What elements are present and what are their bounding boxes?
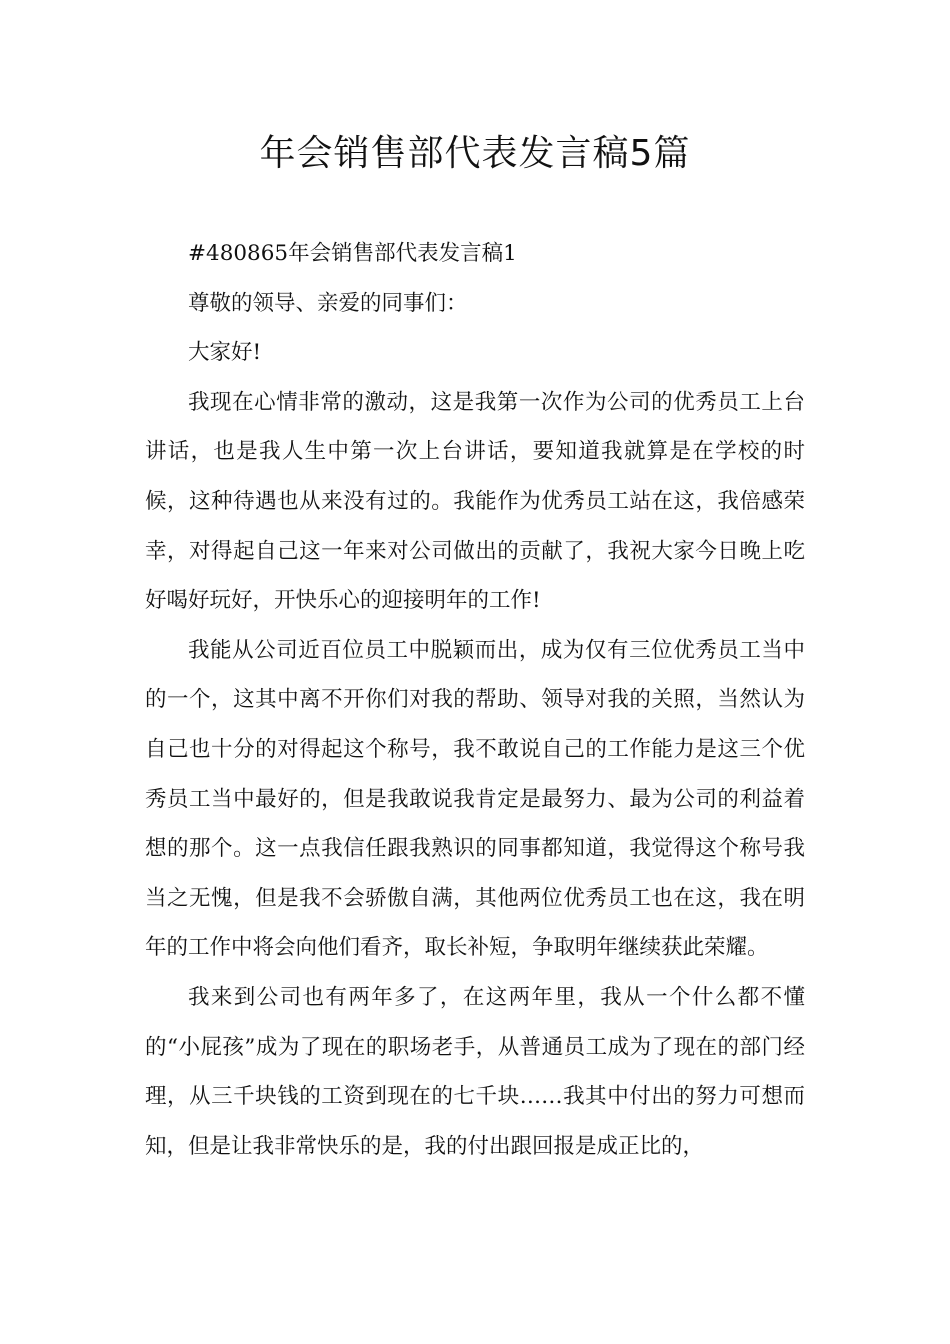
document-title: 年会销售部代表发言稿5篇	[259, 133, 691, 174]
paragraph-heading: #480865年会销售部代表发言稿1	[188, 241, 517, 266]
paragraph-salutation: 尊敬的领导、亲爱的同事们：	[188, 290, 468, 316]
paragraph-3: 我来到公司也有两年多了，在这两年里，我从一个什么都不懂的“小屁孩”成为了现在的职场老手，从普通员工成为了现在的部门经理，从三千块钱的工资到现在的七千块……我其中付出的努力可想而知，但是让我非常快乐的是，我的付出跟回报是成正比的，	[145, 984, 805, 1159]
paragraph-1: 我现在心情非常的激动，这是我第一次作为公司的优秀员工上台讲话，也是我人生中第一次上台讲话，要知道我就算是在学校的时候，这种待遇也从来没有过的。我能作为优秀员工站在这，我倍感荣幸，对得起自己这一年来对公司做出的贡献了，我祝大家今日晚上吃好喝好玩好，开快乐心的迎接明年的工作!	[145, 389, 805, 614]
paragraph-greeting: 大家好!	[188, 340, 262, 366]
paragraph-2: 我能从公司近百位员工中脱颖而出，成为仅有三位优秀员工当中的一个，这其中离不开你们对我的帮助、领导对我的关照，当然认为自己也十分的对得起这个称号，我不敢说自己的工作能力是这三个优秀员工当中最好的，但是我敢说我肯定是最努力、最为公司的利益着想的那个。这一点我信任跟我熟识的同事都知道，我觉得这个称号我当之无愧，但是我不会骄傲自满，其他两位优秀员工也在这，我在明年的工作中将会向他们看齐，取长补短，争取明年继续获此荣耀。	[145, 637, 805, 961]
document-body	[145, 229, 805, 1171]
